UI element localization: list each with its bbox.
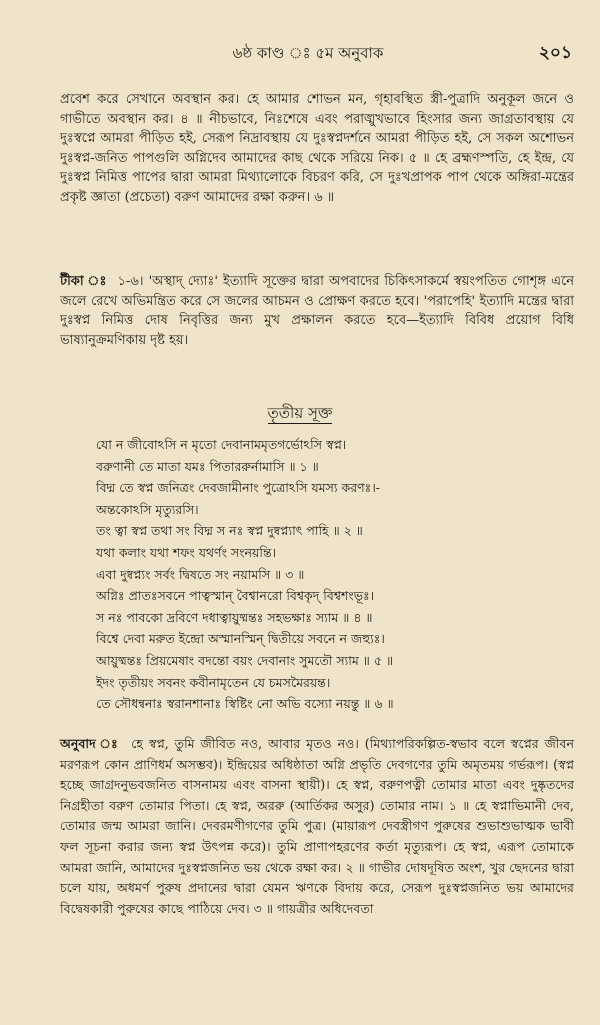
mantra-line: স নঃ পাবকো দ্রবিণে দধাত্বায়ুষ্মন্তঃ সহভক্ষাঃ স্যাম ॥ ৪ ॥: [96, 609, 373, 625]
mantra-line: তং ত্বা স্বপ্ন তথা সং বিদ্ম স নঃ স্বপ্ন দুষ্বপ্ন্যাৎ পাহি ॥ ২ ॥: [96, 523, 363, 539]
tika-paragraph: [60, 272, 574, 350]
mantra-line: এবা দুষ্বপ্ন্যং সর্বং দ্বিষতে সং নয়ামসি ॥ ৩ ॥: [96, 566, 305, 582]
running-title: ৬ষ্ঠ কাণ্ড ঃ ৫ম অনুবাক: [232, 44, 384, 62]
mantra-line: বরুণানী তে মাতা যমঃ পিতাররুর্নামাসি ॥ ১ ॥: [96, 458, 319, 474]
section-title-text: তৃতীয় সূক্ত: [267, 404, 333, 422]
tika-label: টীকা ঃ: [60, 274, 108, 289]
mantra-line: বিশ্বে দেবা মরুত ইন্দ্রো অস্মানস্মিন্ দ্বিতীয়ে সবনে ন জহ্যুঃ।: [96, 631, 385, 647]
mantra-line: অন্তকোঽসি মৃত্যুরসি।: [96, 501, 199, 517]
mantra-line: যো ন জীবোঽসি ন মৃতো দেবানামমৃতগর্ভোঽসি স্বপ্ন।: [96, 437, 347, 452]
mantra-line: আয়ুষ্মন্তঃ প্রিয়মেষাং বদন্তো বয়ং দেবানাং সুমতৌ স্যাম ॥ ৫ ॥: [96, 652, 394, 668]
section-title: [0, 402, 600, 427]
intro-paragraph: [60, 90, 574, 207]
translation-label: অনুবাদ ঃ: [60, 736, 120, 751]
mantra-line: অগ্নিঃ প্রাতঃসবনে পাত্বস্মান্ বৈশ্বানরো বিশ্বকৃদ্ বিশ্বশংভূঃ।: [96, 588, 375, 604]
mantra-line: তে সৌধন্বনাঃ স্বরানশানাঃ স্বিষ্টিং নো অভি বস্যো নয়ন্তু ॥ ৬ ॥: [96, 696, 394, 712]
intro-text: প্রবেশ করে সেখানে অবস্থান কর। হে আমার শোভন মন, গৃহাবস্থিত স্ত্রী-পুত্রাদি অনুকূল জনে ও গাভীতে অবস্থান কর। ৪ ॥ নীচভাবে, নিঃশেষে এবং পরাঙ্মুখভাবে হিংসার জন্য জাগ্রতাবস্থায় যে দুঃস্বপ্নে আমরা পীড়িত হই, সেরূপ নিদ্রাবস্থায় যে দুঃস্বপ্নদর্শনে আমরা পীড়িত হই, সে সকল অশোভন দুঃস্বপ্ন-জনিত পাপগুলি অগ্নিদেব আমাদের কাছ থেকে সরিয়ে নিক। ৫ ॥ হে ব্রহ্মণস্পতি, হে ইন্দ্র, যে দুঃস্বপ্ন নিমিত্ত পাপের দ্বারা আমরা মিথ্যালোকে বিচরণ করি, সে দুঃখপ্রাপক পাপ থেকে অঙ্গিরা-মন্ত্রের প্রকৃষ্ট জ্ঞাতা (প্রচেতা) বরুণ আমাদের রক্ষা করুন। ৬ ॥: [60, 92, 574, 205]
translation-text: হে স্বপ্ন, তুমি জীবিত নও, আবার মৃতও নও। (মিথ্যাপরিকল্পিত-স্বভাব বলে স্বপ্নের জীবন মরণরূপ কোন প্রাণিধর্ম অসম্ভব)। ইন্দ্রিয়ের অধিষ্ঠাতা অগ্নি প্রভৃতি দেবগণের তুমি অমৃতময় গর্ভরূপ। (স্বপ্ন হচ্ছে জাগ্রদনুভবজনিত বাসনাময় এবং বাসনা স্থায়ী)। হে স্বপ্ন, বরুণপত্নী তোমার মাতা এবং দুষ্কৃতদের নিগ্রহীতা বরুণ তোমার পিতা। হে স্বপ্ন, অররু (আর্তিকর অসুর) তোমার নাম। ১ ॥ হে স্বপ্নাভিমানী দেব, তোমার জন্ম আমরা জানি। দেবরমণীগণের তুমি পুত্র। (মায়ারূপ দেবস্ত্রীগণ পুরুষের শুভাশুভাত্মক ভাবী ফল সূচনা করার জন্য স্বপ্ন উৎপন্ন করে)। তুমি প্রাণাপহরণের কর্তা মৃত্যুরূপ। হে স্বপ্ন, এরূপ তোমাকে আমরা জানি, আমাদের দুঃস্বপ্নজনিত ভয় থেকে রক্ষা কর। ২ ॥ গাভীর দোষদূষিত অংশ, খুর ছেদনের দ্বারা চলে যায়, অধমর্ণ পুরুষ প্রদানের দ্বারা যেমন ঋণকে বিদায় করে, সেরূপ দুঃস্বপ্নজনিত ভয় আমাদের বিদ্বেষকারী পুরুষের কাছে পাঠিয়ে দেব। ৩ ॥ গায়ত্রীর অধিদেবতা: [60, 736, 574, 916]
tika-text: ১-৬। 'অস্থাদ্ দ্যোঃ' ইত্যাদি সূক্তের দ্বারা অপবাদের চিকিৎসাকর্মে স্বয়ংপতিত গোশৃঙ্গ এনে জলে রেখে অভিমন্ত্রিত করে সে জলের আচমন ও প্রোক্ষণ করতে হবে। 'পরাপেহি' ইত্যাদি মন্ত্রের দ্বারা দুঃস্বপ্ন নিমিত্ত দোষ নিবৃত্তির জন্য মুখ প্রক্ষালন করতে হবে—ইত্যাদি বিবিধ প্রয়োগ বিধি ভাষ্যানুক্রমণিকায় দৃষ্ট হয়।: [60, 274, 575, 348]
translation-paragraph: [60, 734, 574, 919]
mantra-line: যথা কলাং যথা শফং যথর্ণং সংনয়ন্তি।: [96, 544, 277, 560]
mantra-line: ইদং তৃতীয়ং সবনং কবীনামৃতেন যে চমসমৈরয়ন্ত।: [96, 674, 331, 690]
mantra-line: বিদ্ম তে স্বপ্ন জনিত্রং দেবজামীনাং পুত্রোঽসি যমস্য করণঃ।-: [96, 480, 381, 496]
page-number: ২০১: [538, 43, 572, 63]
mantra-block: [96, 434, 574, 715]
page-header: [40, 42, 576, 66]
